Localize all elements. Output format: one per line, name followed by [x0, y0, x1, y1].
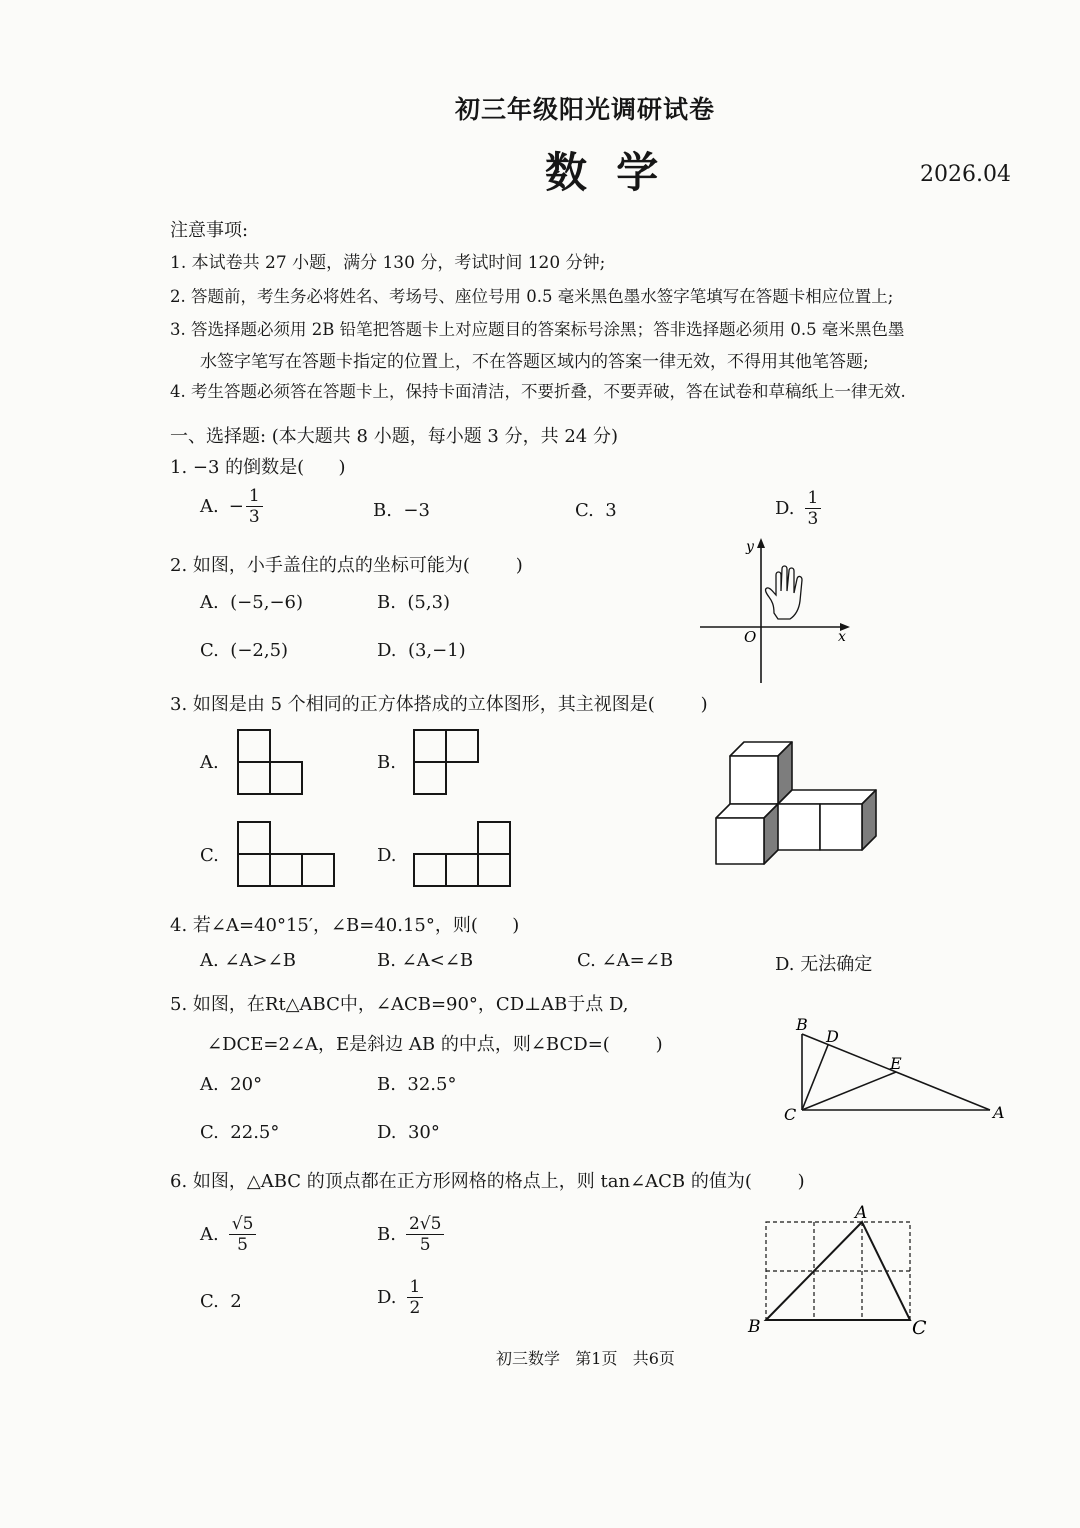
option-label: A.	[200, 1224, 219, 1245]
notice-item: 4. 考生答题必须答在答题卡上，保持卡面清洁，不要折叠，不要弄破，答在试卷和草稿纸上一律无效.	[170, 382, 906, 401]
point-a-label: A	[855, 1203, 868, 1223]
page-title: 数 学	[545, 148, 659, 197]
denominator: 5	[419, 1235, 431, 1255]
hand-icon	[766, 566, 802, 619]
question-5-stem-continued: ∠DCE=2∠A，E是斜边 AB 的中点，则∠BCD=( )	[207, 1034, 663, 1055]
exam-subtitle: 初三年级阳光调研试卷	[455, 95, 716, 124]
fraction	[246, 486, 263, 527]
question-2-stem: 2. 如图，小手盖住的点的坐标可能为( )	[170, 555, 523, 576]
section-heading: 一、选择题: (本大题共 8 小题，每小题 3 分，共 24 分)	[170, 426, 618, 447]
x-axis-label: x	[838, 629, 846, 645]
right-triangle-figure	[778, 1010, 1013, 1125]
point-b-label: B	[796, 1015, 808, 1034]
origin-label: O	[744, 628, 757, 646]
minus-sign: −	[228, 496, 244, 517]
numerator: √5	[229, 1214, 257, 1235]
question-4-option-c: C. ∠A=∠B	[577, 950, 674, 971]
numerator: 2√5	[406, 1214, 444, 1235]
denominator: 2	[409, 1298, 421, 1318]
question-5-stem: 5. 如图，在Rt△ABC中，∠ACB=90°，CD⊥AB于点 D,	[170, 994, 629, 1015]
question-4-stem: 4. 若∠A=40°15′，∠B=40.15°，则( )	[170, 915, 520, 936]
question-6-option-c: C. 2	[200, 1291, 242, 1312]
notice-heading: 注意事项:	[170, 220, 249, 241]
fraction	[406, 1214, 444, 1255]
numerator: 1	[805, 488, 822, 509]
cube-stack-figure	[712, 740, 882, 866]
question-3-option-d-figure	[412, 820, 512, 890]
question-6-stem: 6. 如图，△ABC 的顶点都在正方形网格的格点上，则 tan∠ACB 的值为( )	[170, 1171, 805, 1192]
page-footer: 初三数学 第1页 共6页	[496, 1349, 675, 1368]
question-4-option-a: A. ∠A>∠B	[200, 950, 296, 971]
option-label: A.	[200, 496, 219, 517]
question-5-option-a: A. 20°	[200, 1074, 263, 1095]
question-3-option-d-label: D.	[377, 845, 397, 866]
point-e-label: E	[890, 1054, 902, 1073]
question-5-option-b: B. 32.5°	[377, 1074, 457, 1095]
y-axis-label: y	[746, 539, 754, 555]
numerator: 1	[246, 486, 263, 507]
question-1-option-d	[775, 488, 821, 529]
question-3-option-b-label: B.	[377, 752, 396, 773]
question-3-option-c-label: C.	[200, 845, 219, 866]
point-a-label: A	[993, 1103, 1005, 1122]
fraction	[407, 1277, 424, 1318]
question-3-option-a-label: A.	[200, 752, 219, 773]
coordinate-axes-figure	[690, 535, 860, 685]
notice-item: 水签字笔写在答题卡指定的位置上，不在答题区域内的答案一律无效，不得用其他笔答题;	[200, 352, 869, 372]
question-3-stem: 3. 如图是由 5 个相同的正方体搭成的立体图形，其主视图是( )	[170, 694, 708, 715]
point-c-label: C	[912, 1317, 927, 1339]
question-3-option-a-figure	[236, 728, 308, 796]
denominator: 3	[807, 509, 819, 529]
notice-item: 1. 本试卷共 27 小题，满分 130 分，考试时间 120 分钟;	[170, 253, 606, 273]
fraction	[229, 1214, 257, 1255]
fraction	[805, 488, 822, 529]
question-5-option-c: C. 22.5°	[200, 1122, 280, 1143]
question-2-option-b: B. (5,3)	[377, 592, 451, 613]
option-label: D.	[775, 498, 795, 519]
question-2-option-c: C. (−2,5)	[200, 640, 289, 661]
question-6-option-a	[200, 1214, 256, 1255]
grid-triangle-figure	[740, 1198, 940, 1343]
question-3-option-b-figure	[412, 728, 484, 796]
point-d-label: D	[826, 1027, 839, 1046]
question-1-stem: 1. −3 的倒数是( )	[170, 457, 346, 478]
question-2-option-d: D. (3,−1)	[377, 640, 466, 661]
question-1-option-a	[200, 486, 263, 527]
option-label: B.	[377, 1224, 396, 1245]
denominator: 5	[237, 1235, 248, 1255]
point-c-label: C	[784, 1105, 797, 1124]
notice-item: 3. 答选择题必须用 2B 铅笔把答题卡上对应题目的答案标号涂黑；答非选择题必须用 0.5 毫米黑色墨	[170, 320, 905, 339]
question-6-option-b	[377, 1214, 444, 1255]
exam-date: 2026.04	[920, 162, 1011, 187]
question-4-option-b: B. ∠A<∠B	[377, 950, 474, 971]
point-b-label: B	[748, 1317, 761, 1337]
question-4-option-d: D. 无法确定	[775, 954, 873, 975]
denominator: 3	[248, 507, 260, 527]
question-3-option-c-figure	[236, 820, 336, 890]
question-2-option-a: A. (−5,−6)	[200, 592, 303, 613]
square-grid	[766, 1222, 910, 1320]
notice-item: 2. 答题前，考生务必将姓名、考场号、座位号用 0.5 毫米黑色墨水签字笔填写在答题卡相应位置上;	[170, 287, 894, 306]
question-5-option-d: D. 30°	[377, 1122, 440, 1143]
option-label: D.	[377, 1287, 397, 1308]
numerator: 1	[407, 1277, 424, 1298]
question-1-option-b: B. −3	[373, 500, 430, 521]
question-1-option-c: C. 3	[575, 500, 617, 521]
question-6-option-d	[377, 1277, 423, 1318]
